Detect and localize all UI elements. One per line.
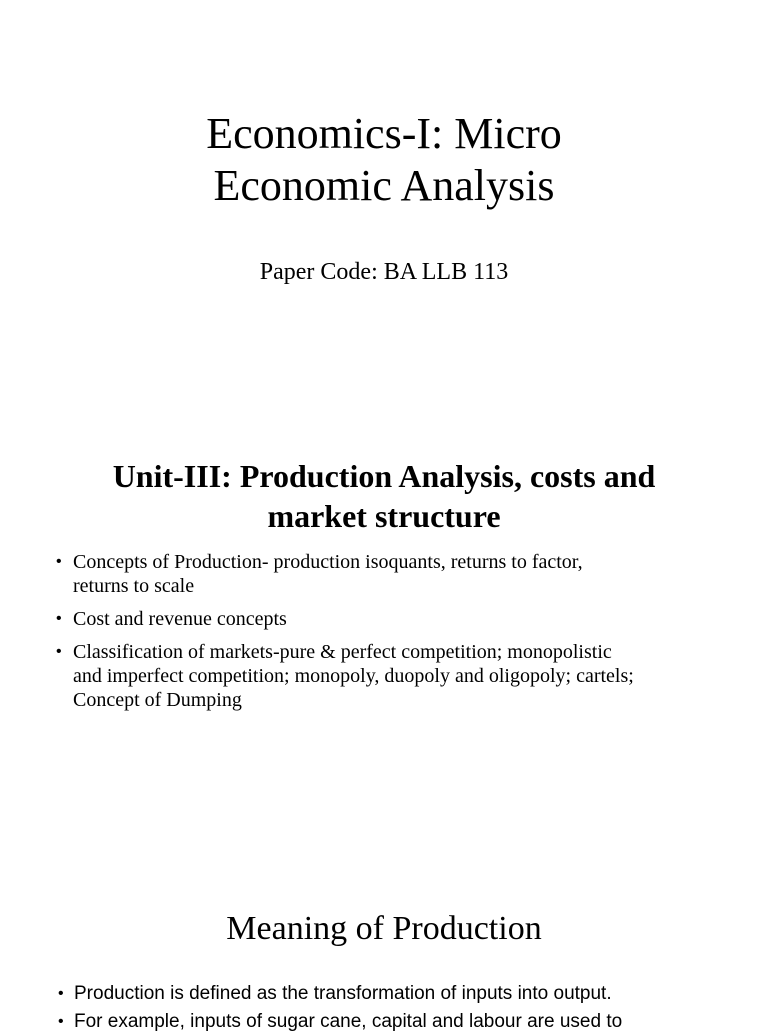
bullet-text: For example, inputs of sugar cane, capital and labour are used to bbox=[74, 1011, 623, 1032]
bullet-text-line: Cost and revenue concepts bbox=[73, 608, 287, 630]
unit-slide bbox=[0, 420, 768, 840]
meaning-slide bbox=[0, 840, 768, 1032]
bullet-icon: • bbox=[56, 643, 62, 660]
title-line-2: Economic Analysis bbox=[213, 161, 555, 210]
list-item bbox=[56, 640, 716, 712]
title-slide bbox=[0, 0, 768, 420]
bullet-text-line: Classification of markets-pure & perfect competition; monopolistic bbox=[73, 641, 612, 663]
bullet-icon: • bbox=[58, 1013, 64, 1030]
bullet-icon: • bbox=[58, 985, 64, 1002]
unit-heading-line-1: Unit-III: Production Analysis, costs and bbox=[112, 458, 656, 494]
title-line-1: Economics-I: Micro bbox=[206, 109, 562, 158]
bullet-icon: • bbox=[56, 610, 62, 627]
bullet-text-line: Concepts of Production- production isoquants, returns to factor, bbox=[73, 551, 583, 573]
bullet-text-line: and imperfect competition; monopoly, duopoly and oligopoly; cartels; bbox=[73, 665, 634, 687]
paper-code: Paper Code: BA LLB 113 bbox=[259, 259, 509, 285]
unit-bullet-list bbox=[56, 550, 716, 721]
unit-heading bbox=[40, 456, 728, 536]
bullet-text-line: returns to scale bbox=[73, 575, 195, 597]
list-item bbox=[56, 550, 716, 598]
bullet-icon: • bbox=[56, 553, 62, 570]
meaning-heading: Meaning of Production bbox=[226, 910, 542, 947]
unit-heading-line-2: market structure bbox=[267, 498, 501, 534]
slide-title bbox=[0, 108, 768, 212]
list-item bbox=[58, 980, 738, 1008]
bullet-text: Production is defined as the transformation of inputs into output. bbox=[74, 983, 612, 1004]
list-item bbox=[56, 607, 716, 631]
list-item bbox=[58, 1008, 738, 1036]
meaning-bullet-list bbox=[58, 980, 738, 1036]
bullet-text-line: Concept of Dumping bbox=[73, 689, 242, 711]
